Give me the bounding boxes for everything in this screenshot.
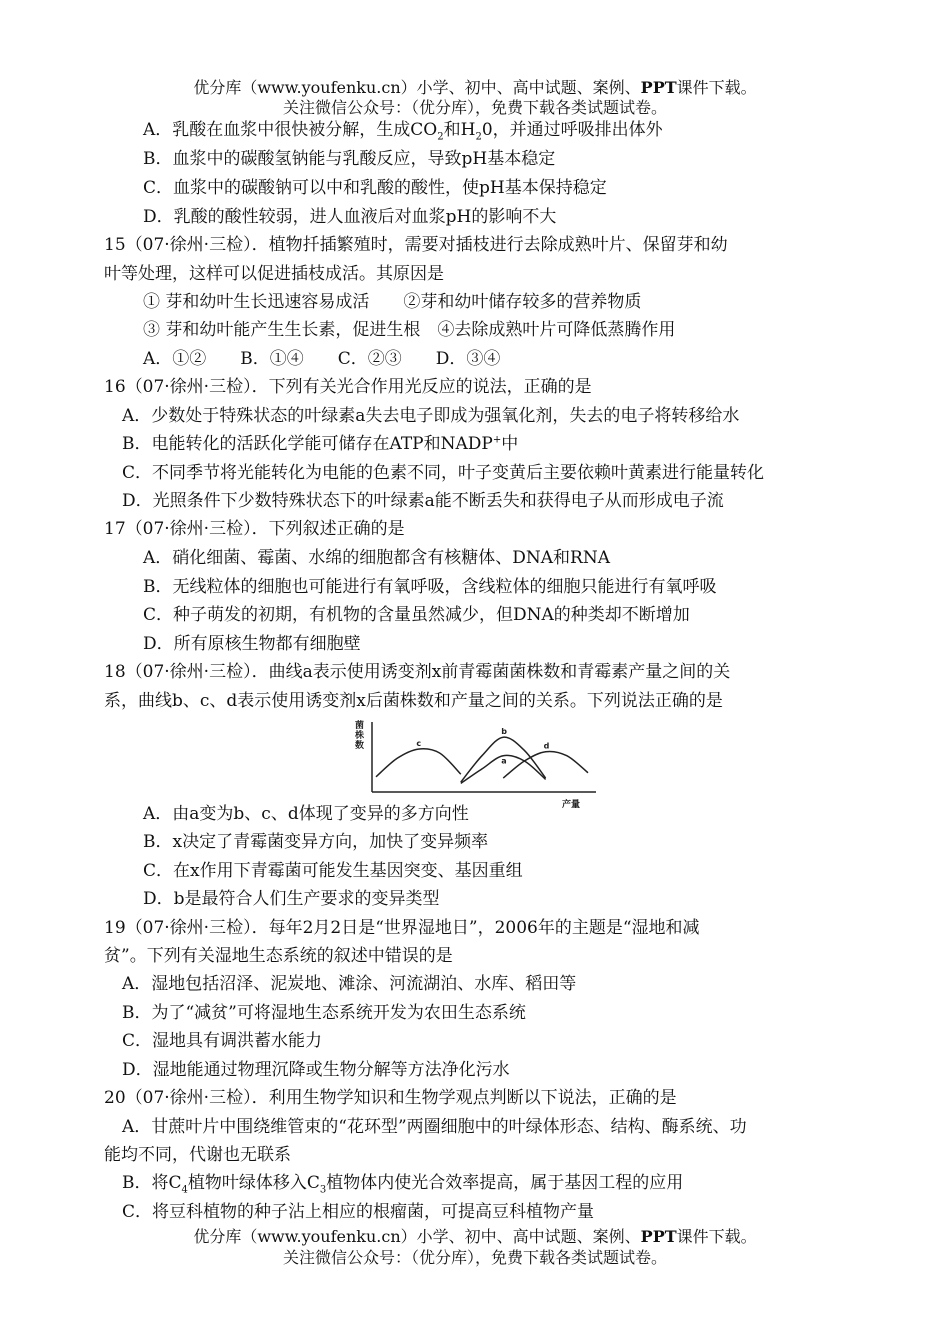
footer-line-1 [0, 1227, 950, 1247]
q20-option-a-line-2: 能均不同，代谢也无联系 [104, 1145, 291, 1165]
curve-d [503, 751, 588, 778]
q19-option-b: B．为了“减贫”可将湿地生态系统开发为农田生态系统 [122, 1003, 526, 1023]
q18-option-d: D．b是最符合人们生产要求的变异类型 [143, 889, 440, 909]
header-line-2: 关注微信公众号：（优分库），免费下载各类试题试卷。 [282, 98, 667, 117]
footer-line-2: 关注微信公众号：（优分库），免费下载各类试题试卷。 [282, 1248, 667, 1267]
y-axis-label [354, 719, 364, 751]
q19-option-a: A．湿地包括沼泽、泥炭地、滩涂、河流湖泊、水库、稻田等 [122, 974, 577, 994]
q16-stem: 16（07·徐州·三检）．下列有关光合作用光反应的说法，正确的是 [104, 377, 592, 397]
q17-option-b: B．无线粒体的细胞也可能进行有氧呼吸，含线粒体的细胞只能进行有氧呼吸 [143, 577, 717, 597]
q17-option-a: A．硝化细菌、霉菌、水绵的细胞都含有核糖体、DNA和RNA [143, 548, 611, 568]
q19-option-d: D．湿地能通过物理沉降或生物分解等方法净化污水 [122, 1060, 510, 1080]
header-line-1 [0, 78, 950, 98]
q20-option-a-line-1: A．甘蔗叶片中围绕维管束的“花环型”两圈细胞中的叶绿体形态、结构、酶系统、功 [122, 1117, 747, 1137]
curve-label-c: c [416, 739, 422, 749]
q15-stem-line-1: 15（07·徐州·三检）．植物扦插繁殖时，需要对插枝进行去除成熟叶片、保留芽和幼 [104, 235, 728, 255]
x-axis-label: 产量 [562, 800, 581, 810]
q17-option-c: C．种子萌发的初期，有机物的含量虽然减少，但DNA的种类却不断增加 [143, 605, 690, 625]
q19-option-c: C．湿地具有调洪蓄水能力 [122, 1031, 323, 1051]
q14-option-b: B．血浆中的碳酸氢钠能与乳酸反应，导致pH基本稳定 [143, 149, 556, 169]
q19-stem-line-2: 贫”。下列有关湿地生态系统的叙述中错误的是 [104, 946, 453, 966]
q18-stem-line-1: 18（07·徐州·三检）．曲线a表示使用诱变剂x前青霉菌菌株数和青霉素产量之间的关 [104, 662, 731, 682]
footer-ppt: PPT [640, 1227, 677, 1246]
q15-statements-1: ① 芽和幼叶生长迅速容易成活 ②芽和幼叶储存较多的营养物质 [143, 292, 642, 312]
curve-label-a: a [501, 756, 507, 766]
header-ppt: PPT [640, 78, 677, 97]
header-text-end: 课件下载。 [676, 78, 757, 97]
q16-option-c: C．不同季节将光能转化为电能的色素不同，叶子变黄后主要依赖叶黄素进行能量转化 [122, 463, 765, 483]
q18-stem-line-2: 系，曲线b、c、d表示使用诱变剂x后菌株数和产量之间的关系。下列说法正确的是 [104, 691, 723, 711]
q18-option-b: B．x决定了青霉菌变异方向，加快了变异频率 [143, 832, 489, 852]
q14-option-c: C．血浆中的碳酸钠可以中和乳酸的酸性，使pH基本保持稳定 [143, 178, 607, 198]
y-axis-label-char-2: 株 [355, 731, 365, 741]
header-text: 优分库（www.youfenku.cn）小学、初中、高中试题、案例、 [193, 78, 641, 97]
q20-stem: 20（07·徐州·三检）．利用生物学知识和生物学观点判断以下说法，正确的是 [104, 1088, 677, 1108]
curve-c [376, 749, 461, 777]
q16-option-d: D．光照条件下少数特殊状态下的叶绿素a能不断丢失和获得电子从而形成电子流 [122, 491, 724, 511]
curve-label-b: b [501, 727, 507, 737]
q17-stem: 17（07·徐州·三检）．下列叙述正确的是 [104, 519, 405, 539]
q16-option-b: B．电能转化的活跃化学能可储存在ATP和NADP+中 [122, 434, 519, 454]
y-axis-label-char-3: 数 [355, 741, 365, 751]
q18-option-a: A．由a变为b、c、d体现了变异的多方向性 [143, 804, 469, 824]
footer-text: 优分库（www.youfenku.cn）小学、初中、高中试题、案例、 [193, 1227, 641, 1246]
q16-option-a: A．少数处于特殊状态的叶绿素a失去电子即成为强氧化剂，失去的电子将转移给水 [122, 406, 740, 426]
q14-option-a: A．乳酸在血浆中很快被分解，生成$CO_2$和$H_20$，并通过呼吸排出体外 [143, 120, 663, 143]
q15-options: A．①② B．①④ C．②③ D．③④ [143, 349, 501, 369]
q15-statements-2: ③ 芽和幼叶能产生生长素，促进生根 ④去除成熟叶片可降低蒸腾作用 [143, 320, 676, 340]
q19-stem-line-1: 19（07·徐州·三检）．每年2月2日是“世界湿地日”，2006年的主题是“湿地和减 [104, 918, 700, 938]
q18-option-c: C．在x作用下青霉菌可能发生基因突变、基因重组 [143, 861, 523, 881]
q14-option-d: D．乳酸的酸性较弱，进人血液后对血浆pH的影响不大 [143, 207, 557, 227]
q15-stem-line-2: 叶等处理，这样可以促进插枝成活。其原因是 [104, 264, 444, 284]
q17-option-d: D．所有原核生物都有细胞壁 [143, 634, 361, 654]
q20-option-c: C．将豆科植物的种子沾上相应的根瘤菌，可提高豆科植物产量 [122, 1202, 595, 1222]
footer-text-end: 课件下载。 [676, 1227, 757, 1246]
curve-label-d: d [543, 741, 550, 751]
y-axis-label-char-1: 菌 [355, 721, 365, 731]
q20-option-b: B．将$C_4$植物叶绿体移入$C_3$植物体内使光合效率提高，属于基因工程的应用 [122, 1173, 684, 1196]
strain-yield-chart [352, 716, 602, 812]
